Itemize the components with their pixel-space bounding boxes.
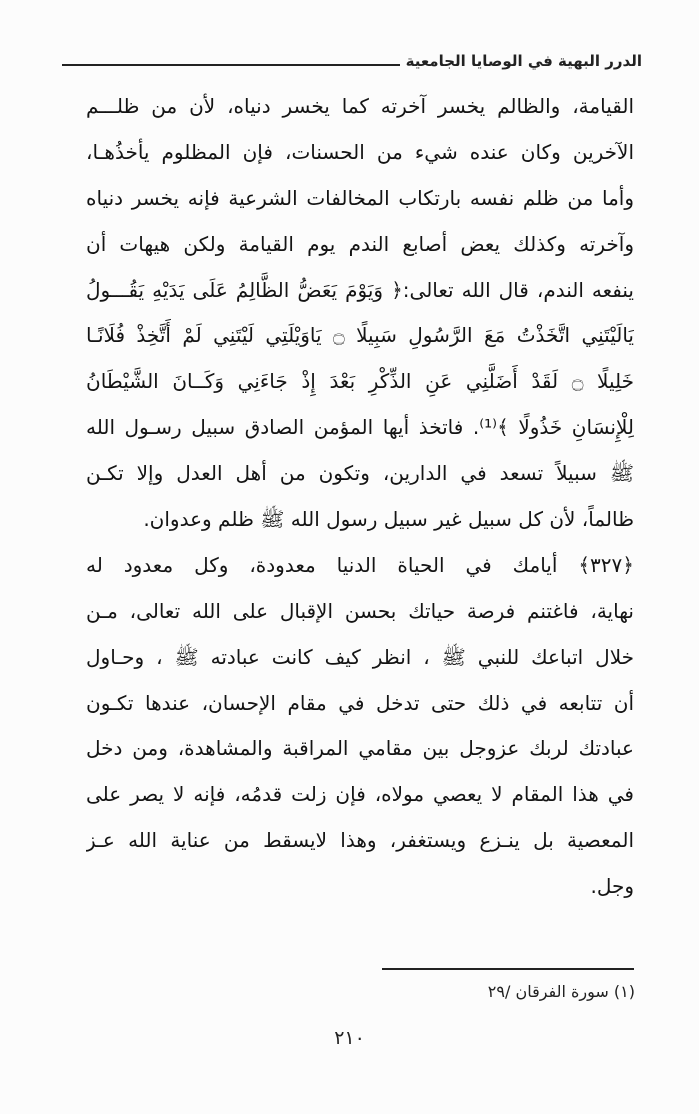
text-line: وجل. xyxy=(590,874,634,899)
text-line: القيامة، والظالم يخسر آخرته كما يخسر دنياه، لأن من ظلـــم xyxy=(86,94,634,118)
page-number: ٢١٠ xyxy=(334,1027,365,1049)
text-line: خلال اتباعك للنبي ﷺ ، انظر كيف كانت عبادته ﷺ ، وحـاول xyxy=(86,644,634,669)
text-line: عبادتك لربك عزوجل بين مقامي المراقبة والمشاهدة، ومن دخل xyxy=(86,736,634,761)
quran-verse-line: يَالَيْتَنِي اتَّخَذْتُ مَعَ الرَّسُولِ سَبِيلًا ۝ يَاوَيْلَتِي لَيْتَنِي لَمْ أَتَّخِذْ فُلَانًـا xyxy=(86,323,634,348)
text-line: وأما من ظلم نفسه بارتكاب المخالفات الشرعية فإنه يخسر دنياه xyxy=(86,185,634,210)
quran-verse-line: ينفعه الندم، قال الله تعالى:﴿ وَيَوْمَ يَعَضُّ الظَّالِمُ عَلَى يَدَيْهِ يَقُـــولُ xyxy=(86,277,634,302)
section-start-line: ﴿٣٢٧﴾ أيامك في الحياة الدنيا معدودة، وكل معدود له xyxy=(86,552,634,577)
text-line: وآخرته وكذلك يعض أصابع الندم يوم القيامة ولكن هيهات أن xyxy=(86,231,634,256)
text-line: في هذا المقام لا يعصي مولاه، فإن زلت قدمُه، فإنه لا يصر على xyxy=(86,782,634,807)
text-line: المعصية بل ينـزع ويستغفر، وهذا لايسقط من عناية الله عـز xyxy=(86,828,634,853)
running-header xyxy=(62,52,642,78)
book-title: الدرر البهية في الوصايا الجامعية xyxy=(400,52,642,70)
text-line: ﷺ سبيلاً تسعد في الدارين، وتكون من أهل العدل وإلا تكـن xyxy=(86,461,634,486)
footnote-rule xyxy=(382,968,634,970)
body-text xyxy=(86,84,634,910)
quran-verse-line: خَلِيلًا ۝ لَقَدْ أَضَلَّنِي عَنِ الذِّكْرِ بَعْدَ إِذْ جَاءَنِي وَكَــانَ الشَّيْطَانُ xyxy=(86,369,634,394)
footnote: (١) سورة الفرقان /٢٩ xyxy=(487,982,635,1001)
quran-verse-line: لِلْإِنسَانِ خَذُولًا ﴾⁽¹⁾. فاتخذ أيها المؤمن الصادق سبيل رسـول الله xyxy=(86,415,634,440)
text-line: ظالماً، لأن كل سبيل غير سبيل رسول الله ﷺ ظلم وعدوان. xyxy=(143,507,634,532)
text-line: نهاية، فاغتنم فرصة حياتك بحسن الإقبال على الله تعالى، مـن xyxy=(86,598,634,623)
text-line: أن تتابعه في ذلك حتى تدخل في مقام الإحسان، عندها تكـون xyxy=(86,690,634,715)
text-line: الآخرين وكان عنده شيء من الحسنات، فإن المظلوم يأخذُهـا، xyxy=(86,139,634,164)
